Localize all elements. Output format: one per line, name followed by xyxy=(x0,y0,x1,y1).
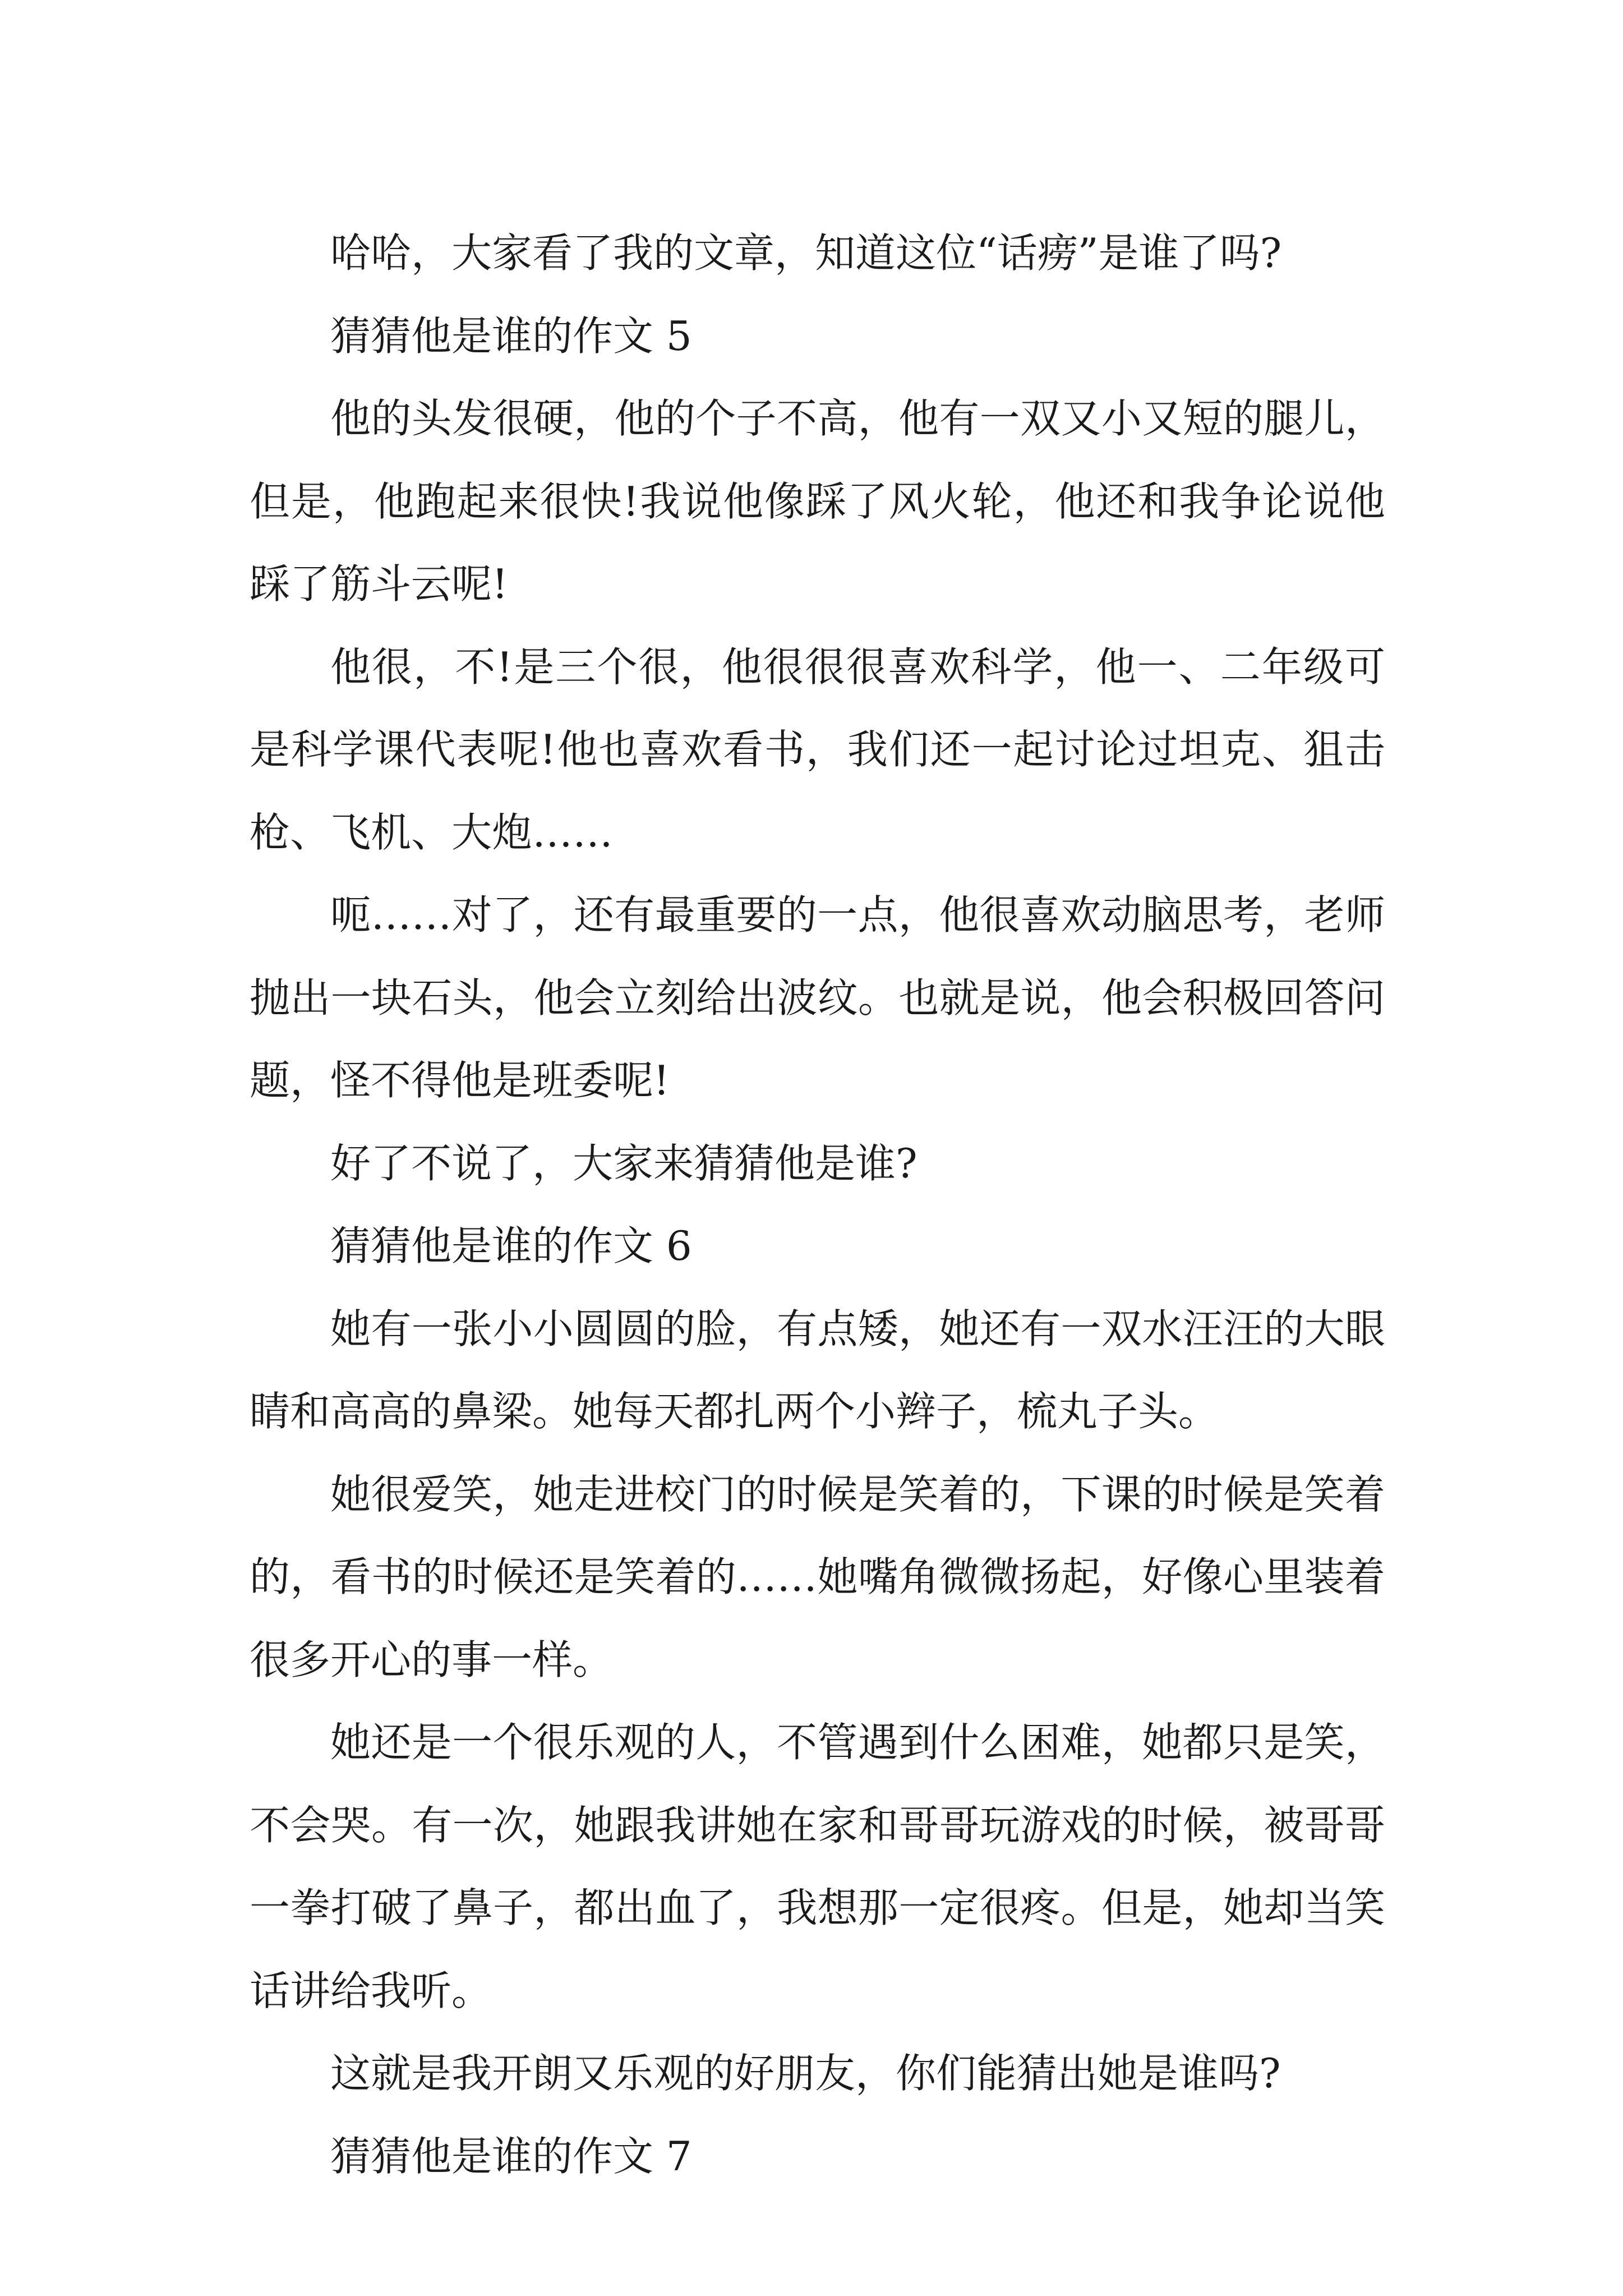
paragraph-closing-question-6: 这就是我开朗又乐观的好朋友，你们能猜出她是谁吗? xyxy=(330,2050,1281,2097)
paragraph-hobbies-5: 他很，不!是三个很，他很很很喜欢科学，他一、二年级可是科学课代表呢!他也喜欢看书，我们还一起讨论过坦克、狙击枪、飞机、大炮…… xyxy=(250,643,1385,856)
document-body xyxy=(250,212,1385,2198)
paragraph-closing-question-5: 好了不说了，大家来猜猜他是谁? xyxy=(330,1139,917,1187)
paragraph-optimism-6: 她还是一个很乐观的人，不管遇到什么困难，她都只是笑，不会哭。有一次，她跟我讲她在家和哥哥玩游戏的时候，被哥哥一拳打破了鼻子，都出血了，我想那一定很疼。但是，她却当笑话讲给我听。 xyxy=(250,1719,1385,2014)
paragraph-thinking-5: 呃……对了，还有最重要的一点，他很喜欢动脑思考，老师抛出一块石头，他会立刻给出波纹。也就是说，他会积极回答问题，怪不得他是班委呢! xyxy=(250,891,1385,1104)
paragraph-appearance-6: 她有一张小小圆圆的脸，有点矮，她还有一双水汪汪的大眼睛和高高的鼻梁。她每天都扎两个小辫子，梳丸子头。 xyxy=(250,1305,1385,1435)
paragraph-appearance-5: 他的头发很硬，他的个子不高，他有一双又小又短的腿儿，但是，他跑起来很快!我说他像踩了风火轮，他还和我争论说他踩了筋斗云呢! xyxy=(250,395,1385,608)
essay-heading-6: 猜猜他是谁的作文 6 xyxy=(330,1222,692,1269)
essay-heading-7: 猜猜他是谁的作文 7 xyxy=(330,2132,692,2180)
essay-heading-5: 猜猜他是谁的作文 5 xyxy=(330,312,692,360)
paragraph-smile-6: 她很爱笑，她走进校门的时候是笑着的，下课的时候是笑着的，看书的时候还是笑着的……她嘴角微微扬起，好像心里装着很多开心的事一样。 xyxy=(250,1470,1385,1683)
paragraph-closing-question-4: 哈哈，大家看了我的文章，知道这位“话痨”是谁了吗? xyxy=(330,229,1282,277)
